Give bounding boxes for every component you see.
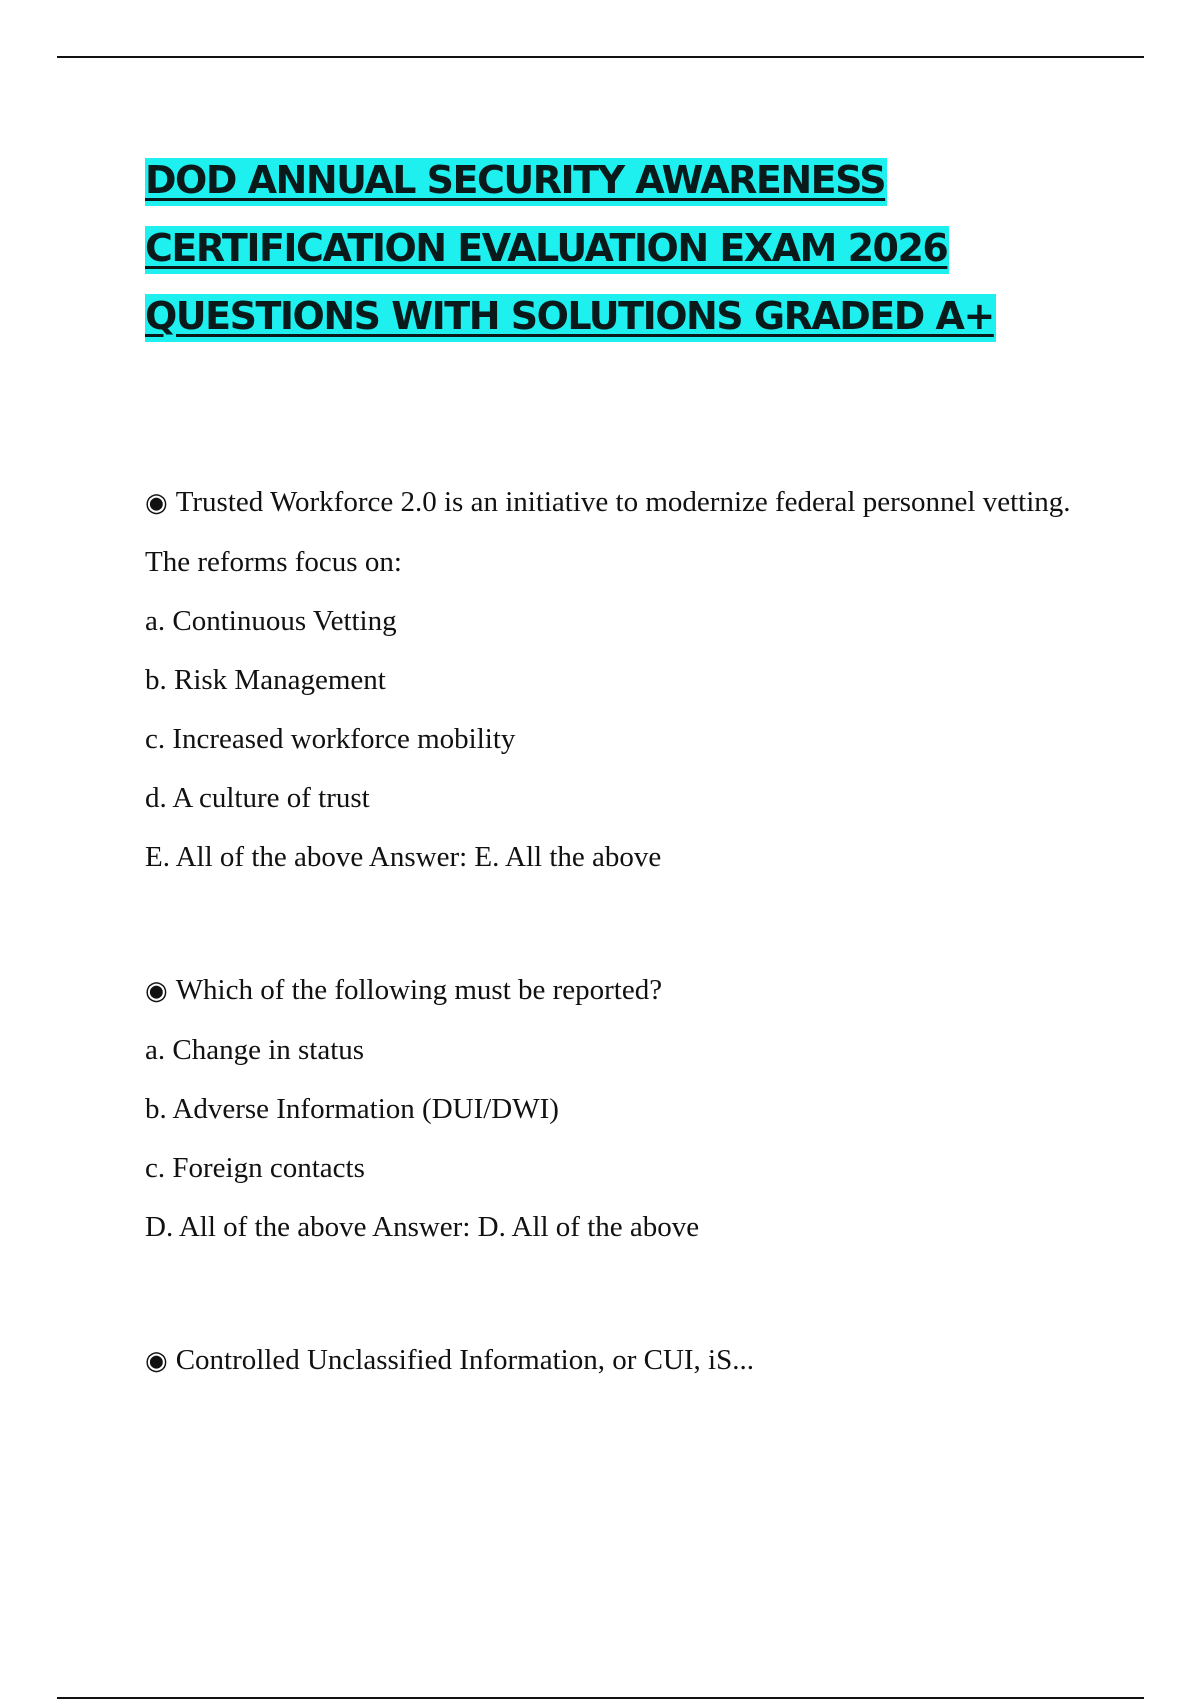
answer-option: c. Increased workforce mobility — [145, 723, 516, 755]
bottom-rule — [57, 1697, 1144, 1699]
title-line — [145, 214, 1105, 282]
spacer — [145, 1264, 1085, 1338]
question-text: Which of the following must be reported? — [175, 974, 663, 1006]
question-prompt — [145, 1338, 1085, 1383]
question-block — [145, 1338, 1085, 1383]
answer-option: D. All of the above Answer: D. All of the above — [145, 1211, 700, 1243]
title-line-text: CERTIFICATION EVALUATION EXAM 2026 — [145, 226, 949, 274]
question-block — [145, 968, 1085, 1249]
answer-option: b. Risk Management — [145, 664, 386, 696]
document-title — [145, 146, 1105, 350]
answer-option: b. Adverse Information (DUI/DWI) — [145, 1093, 559, 1125]
title-line-text: DOD ANNUAL SECURITY AWARENESS — [145, 158, 887, 206]
radio-bullet-icon: ◉ — [145, 1346, 168, 1375]
spacer — [145, 894, 1085, 968]
question-prompt — [145, 480, 1085, 525]
top-rule — [57, 56, 1144, 58]
question-block — [145, 480, 1085, 879]
document-body — [145, 480, 1085, 1398]
question-text: Trusted Workforce 2.0 is an initiative to modernize federal personnel vetting. — [175, 486, 1071, 518]
question-prompt — [145, 968, 1085, 1013]
answer-option: E. All of the above Answer: E. All the above — [145, 841, 662, 873]
title-line — [145, 146, 1105, 214]
answer-option: a. Change in status — [145, 1034, 365, 1066]
answer-option: d. A culture of trust — [145, 782, 370, 814]
answer-option: c. Foreign contacts — [145, 1152, 365, 1184]
title-line-text: QUESTIONS WITH SOLUTIONS GRADED A+ — [145, 294, 996, 342]
radio-bullet-icon: ◉ — [145, 976, 168, 1005]
title-line — [145, 282, 1105, 350]
radio-bullet-icon: ◉ — [145, 488, 168, 517]
question-text: Controlled Unclassified Information, or CUI, iS... — [175, 1344, 754, 1376]
question-subprompt: The reforms focus on: — [145, 546, 402, 578]
answer-option: a. Continuous Vetting — [145, 605, 397, 637]
